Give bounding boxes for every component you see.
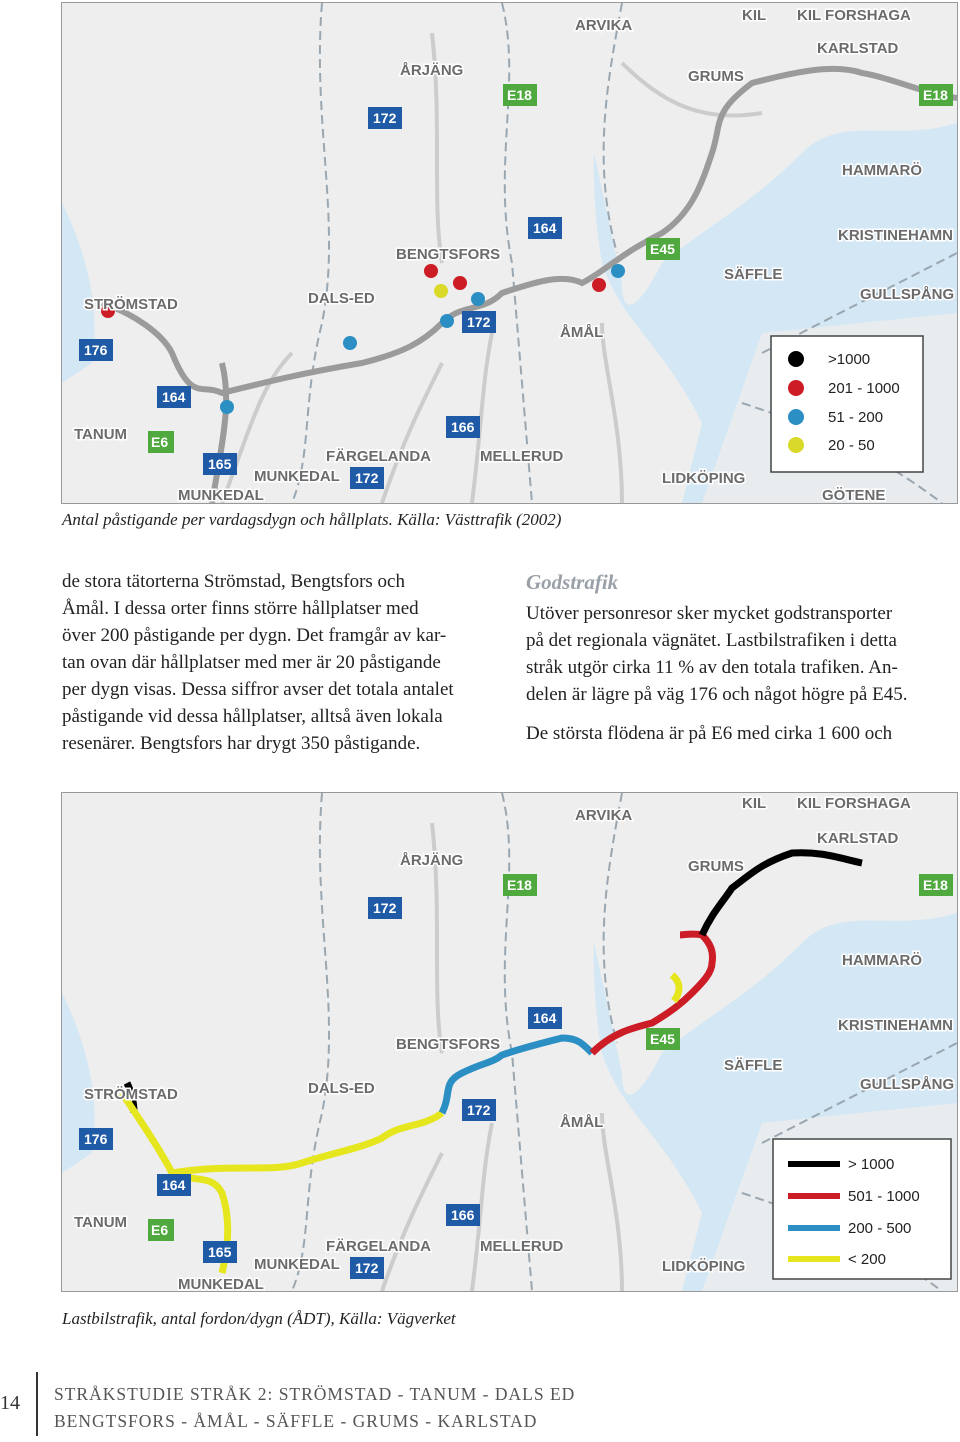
town-label: DALS-ED: [308, 290, 375, 307]
route-shield: 165: [208, 456, 232, 472]
town-label: KIL FORSHAGA: [797, 7, 911, 24]
text-line: de stora tätorterna Strömstad, Bengtsfors och: [62, 571, 405, 592]
route-shield: E18: [507, 87, 532, 103]
town-label: ARVIKA: [575, 807, 633, 824]
route-shield: 172: [373, 110, 397, 126]
town-label: LIDKÖPING: [662, 1258, 746, 1275]
footer-divider: [36, 1372, 38, 1436]
town-label: GULLSPÅNG: [860, 1076, 955, 1093]
map2-caption: Lastbilstrafik, antal fordon/dygn (ÅDT), Källa: Vägverket: [62, 1309, 456, 1328]
text-line: Utöver personresor sker mycket godstransporter: [526, 603, 893, 624]
town-label: KRISTINEHAMN: [838, 227, 953, 244]
town-label: KRISTINEHAMN: [838, 1017, 953, 1034]
route-shield: 172: [355, 470, 379, 486]
truck-traffic-map: [61, 792, 958, 1292]
town-label: ÅMÅL: [560, 1114, 604, 1131]
town-label: FÄRGELANDA: [326, 448, 431, 465]
map-legend: [773, 1139, 951, 1279]
route-shield: 164: [162, 1177, 186, 1193]
bus-stop-map: [61, 2, 958, 504]
right-column: [526, 568, 956, 747]
text-line: Åmål. I dessa orter finns större hållplatser med: [62, 598, 419, 619]
town-label: STRÖMSTAD: [84, 1086, 178, 1103]
route-shield: 164: [162, 389, 186, 405]
town-label: GÖTENE: [822, 487, 886, 503]
route-shield: 176: [84, 1131, 108, 1147]
town-label: BENGTSFORS: [396, 246, 501, 263]
town-label: GRUMS: [688, 68, 744, 85]
town-label: MELLERUD: [480, 1238, 564, 1255]
legend-label: < 200: [848, 1251, 886, 1268]
town-label: SÄFFLE: [724, 1057, 783, 1074]
town-label: TANUM: [74, 426, 128, 443]
text-line: över 200 påstigande per dygn. Det framgår av kar-: [62, 625, 447, 646]
route-shield: 172: [355, 1260, 379, 1276]
town-label: KIL FORSHAGA: [797, 795, 911, 812]
text-line: De största flödena är på E6 med cirka 1 600 och: [526, 723, 893, 744]
legend-label: 20 - 50: [828, 437, 875, 454]
legend-label: 51 - 200: [828, 409, 884, 426]
map-legend: [771, 336, 923, 472]
footer-title-line1: STRÅKSTUDIE STRÅK 2: STRÖMSTAD - TANUM - DALS ED: [54, 1384, 576, 1404]
page-number: 14: [0, 1392, 20, 1414]
town-label: MUNKEDAL: [254, 1256, 340, 1273]
left-column: [62, 568, 502, 757]
town-label: ÅRJÄNG: [400, 852, 464, 869]
text-line: påstigande vid dessa hållplatser, alltså även lokala: [62, 706, 443, 727]
town-label: FÄRGELANDA: [326, 1238, 431, 1255]
legend-label: >1000: [828, 351, 871, 368]
legend-label: 201 - 1000: [828, 380, 900, 397]
town-label: KIL: [742, 7, 767, 24]
route-shield: E18: [923, 87, 948, 103]
route-shield: E6: [151, 434, 169, 450]
route-shield: 164: [533, 1010, 557, 1026]
legend-label: > 1000: [848, 1156, 895, 1173]
legend-label: 501 - 1000: [848, 1188, 920, 1205]
route-shield: 165: [208, 1244, 232, 1260]
town-label: HAMMARÖ: [842, 952, 922, 969]
town-label: MUNKEDAL: [254, 468, 340, 485]
route-shield: E18: [507, 877, 532, 893]
town-label: MELLERUD: [480, 448, 564, 465]
route-shield: 172: [373, 900, 397, 916]
text-line: per dygn visas. Dessa siffror avser det totala antalet: [62, 679, 454, 700]
town-label: ARVIKA: [575, 17, 633, 34]
town-label: ÅMÅL: [560, 324, 604, 341]
town-label: KARLSTAD: [817, 40, 899, 57]
town-label: TANUM: [74, 1214, 128, 1231]
town-label: GRUMS: [688, 858, 744, 875]
route-shield: E18: [923, 877, 948, 893]
town-label: GULLSPÅNG: [860, 286, 955, 303]
town-label: HAMMARÖ: [842, 162, 922, 179]
route-shield: 172: [467, 314, 491, 330]
town-label: LIDKÖPING: [662, 470, 746, 487]
town-label: MUNKEDAL: [178, 487, 264, 503]
route-shield: E45: [650, 1031, 675, 1047]
route-shield: 172: [467, 1102, 491, 1118]
town-label: KIL: [742, 795, 767, 812]
town-label: MUNKEDAL: [178, 1276, 264, 1291]
legend-label: 200 - 500: [848, 1220, 912, 1237]
route-shield: 176: [84, 342, 108, 358]
section-heading: Godstrafik: [526, 570, 619, 594]
footer-title-line2: BENGTSFORS - ÅMÅL - SÄFFLE - GRUMS - KARLSTAD: [54, 1411, 538, 1431]
text-line: på det regionala vägnätet. Lastbilstrafiken i detta: [526, 630, 897, 651]
town-label: ÅRJÄNG: [400, 62, 464, 79]
text-line: stråk utgör cirka 11 % av den totala trafiken. An-: [526, 657, 898, 678]
text-line: resenärer. Bengtsfors har drygt 350 påstigande.: [62, 733, 421, 754]
route-shield: 166: [451, 419, 475, 435]
text-line: delen är lägre på väg 176 och något högre på E45.: [526, 684, 908, 705]
text-line: tan ovan där hållplatser med mer är 20 påstigande: [62, 652, 441, 673]
route-shield: 166: [451, 1207, 475, 1223]
route-shield: 164: [533, 220, 557, 236]
route-shield: E6: [151, 1222, 169, 1238]
map1-caption: Antal påstigande per vardagsdygn och hållplats. Källa: Västtrafik (2002): [62, 510, 562, 529]
town-label: SÄFFLE: [724, 266, 783, 283]
route-shield: E45: [650, 241, 675, 257]
town-label: DALS-ED: [308, 1080, 375, 1097]
town-label: STRÖMSTAD: [84, 296, 178, 313]
town-label: BENGTSFORS: [396, 1036, 501, 1053]
town-label: KARLSTAD: [817, 830, 899, 847]
